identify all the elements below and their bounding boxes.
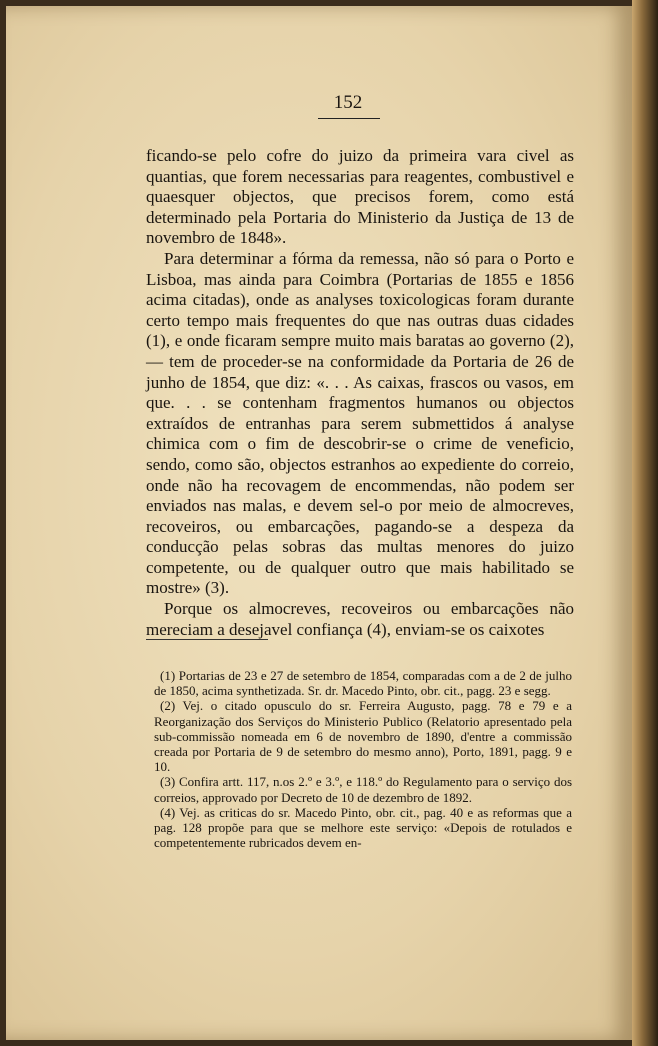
footnote: (1) Portarias de 23 e 27 de setembro de 1854, comparadas com a de 2 de julho de 1850, acima synthetizada. Sr. dr. Macedo Pinto, obr. cit., pagg. 23 e segg. [154, 668, 572, 699]
footnote: (4) Vej. as criticas do sr. Macedo Pinto, obr. cit., pag. 40 e as reformas que a pag. 128 propõe para que se melhore este serviço: «Depois de rotulados e competentemente rubricados devem en- [154, 804, 572, 851]
footnotes [154, 668, 572, 850]
main-text [146, 146, 574, 640]
paragraph: Para determinar a fórma da remessa, não só para o Porto e Lisboa, mas ainda para Coimbra (Portarias de 1855 e 1856 acima citadas), onde as analyses toxicologicas foram durante certo tempo mais frequentes do que nas outras duas cidades (1), e onde ficaram sempre muito mais baratas ao governo (2), — tem de proceder-se na conformidade da Portaria de 26 de junho de 1854, que diz: «. . . As caixas, frascos ou vasos, em que. . . se contenham fragmentos humanos ou objectos extraídos de entranhas para serem submettidos á analyse chimica com o fim de descobrir-se o crime de veneficio, sendo, como são, objectos estranhos ao expediente do correio, onde não ha recovagem de encommendas, não podem ser enviados nas malas, e devem sel-o por meio de almocreves, recoveiros, ou embarcações, pagando-se a despeza da conducção pelas sobras das multas menores do juizo competente, ou de qualquer outro que mais habilitado se mostre» (3). [146, 248, 574, 598]
page-number: 152 [333, 92, 363, 113]
paragraph: ficando-se pelo cofre do juizo da primeira vara civel as quantias, que forem necessarias para reagentes, combustivel e quaesquer objectos, que precisos forem, como está determinado pela Portaria do Ministerio da Justiça de 13 de novembro de 1848». [146, 146, 574, 248]
paragraph: Porque os almocreves, recoveiros ou embarcações não mereciam a desejavel confiança (4), enviam-se os caixotes [146, 599, 574, 639]
footnote-separator [146, 639, 268, 640]
page-number-rule [318, 118, 380, 119]
footnote: (2) Vej. o citado opusculo do sr. Ferreira Augusto, pagg. 78 e 79 e a Reorganização dos Serviços do Ministerio Publico (Relatorio apresentado pela sub-commissão nomeada em 6 de novembro de 1890, d'entre a commissão creada por Portaria de 9 de setembro do mesmo anno), Porto, 1891, pagg. 9 e 10. [154, 698, 572, 775]
page-edge [632, 0, 658, 1046]
footnote: (3) Confira artt. 117, n.os 2.º e 3.º, e 118.º do Regulamento para o serviço dos correios, approvado por Decreto de 10 de dezembro de 1892. [154, 774, 572, 805]
